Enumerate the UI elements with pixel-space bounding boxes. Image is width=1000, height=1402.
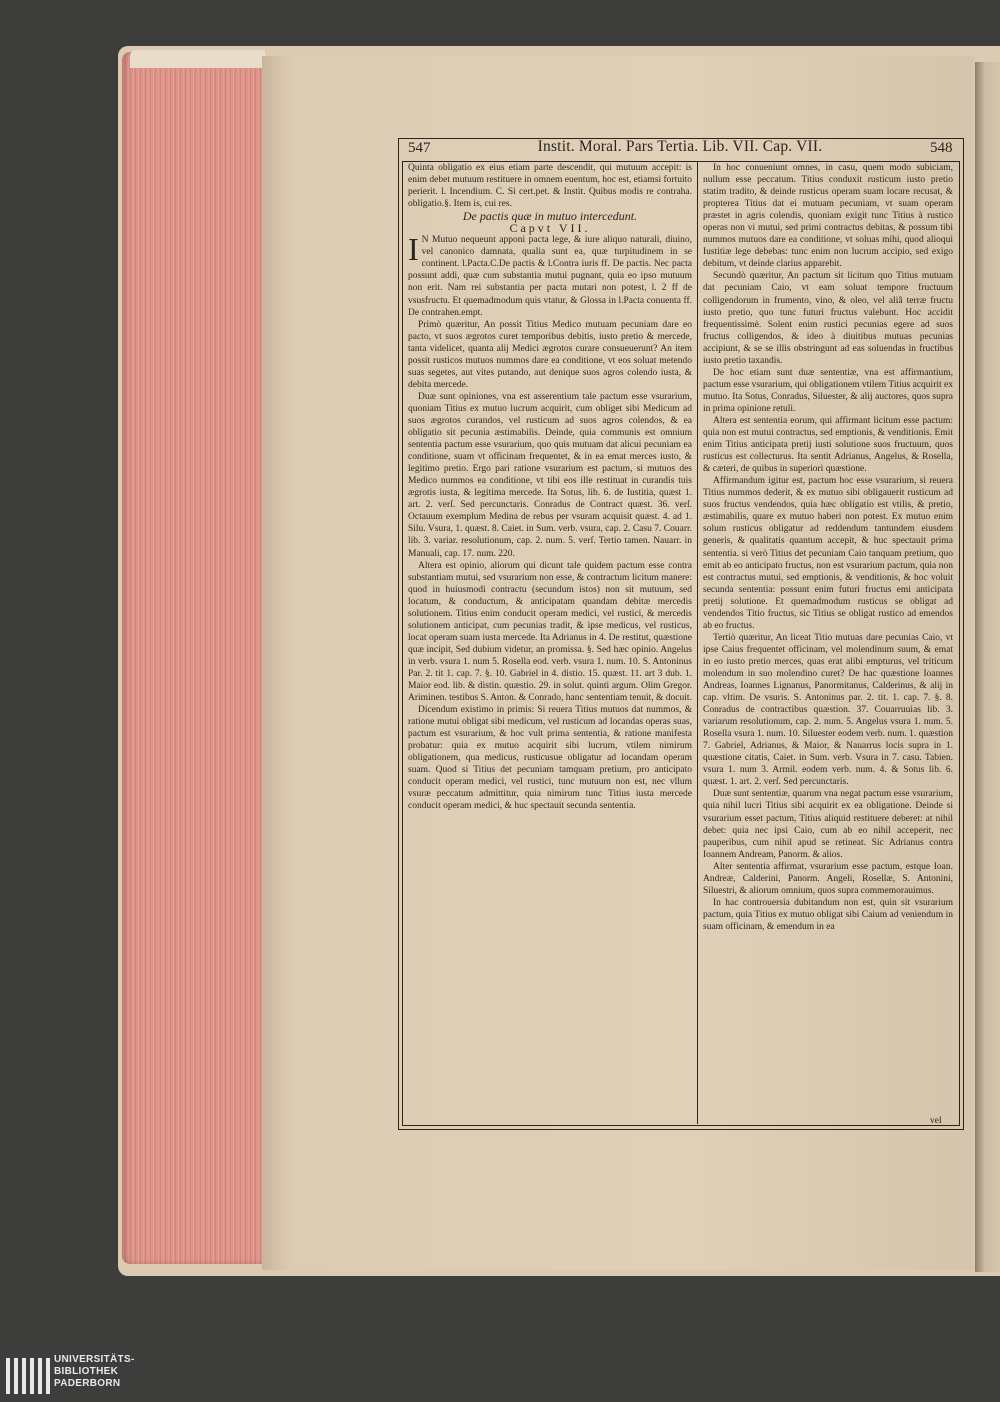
right-page-number: 548	[930, 140, 953, 156]
left-column	[408, 162, 692, 813]
catchword: vel	[930, 1116, 942, 1126]
logo-line: BIBLIOTHEK	[54, 1366, 119, 1377]
paragraph: Secundò quæritur, An pactum sit licitum quo Titius mutuam dat pecuniam Caio, vt eam soluat tempore fructuum colligendorum in frumento, vino, & oleo, vel aliâ terræ fructu iusto pretio, quo tunc futuri fructus valebunt. Hoc accidit frequentissimè. Solent enim rustici pecunias egere ad suos fructus colligendos, & ideo à diuitibus mutuas pecunias accipiunt, & se se illis obstringunt ad eas soluendas in fructibus iusto pretio taxandis.	[703, 271, 953, 366]
chapter-heading: Capvt VII.	[509, 221, 591, 236]
right-column	[703, 162, 953, 933]
paragraph: Altera est opinio, aliorum qui dicunt tale quidem pactum esse contra substantiam mutui, sed vsurarium non esse, & contractum licitum manere: quod in huiusmodi contractu (secundum istos) non sit mutuum, sed locatum, & conductum, & anticipatam quandam debitæ mercedis solutionem. Titius enim conducit operam medici, vel rustici, & mercedis solutionem anticipat, cum pecunias tradit, & ipse medicus, vel rusticus, locat operam suam iusta mercede. Ita Adrianus in 4. De restitut, quæstione quæ incipit, Sed dubium videtur, an promissa. §. Sed hæc opinio. Angelus in verb. vsura 1. num 5. Rosella eod. verb. vsura 1. num. 10. S. Antoninus Par. 2. tit 1. cap. 7. §. 10. Gabriel in 4. distio. 15. quæst. 11. art 3 dub. 1. Maior eod. lib. & distin. quæstio. 29. in solut. quinti argum. Olim Gregor. Ariminen. testibus S. Anton. & Conrado, hanc sententiam tenuit, & docuit.	[408, 560, 692, 704]
logo-line: PADERBORN	[54, 1378, 121, 1389]
section-heading: De pactis quæ in mutuo intercedunt.	[462, 209, 638, 224]
paragraph: Affirmandum igitur est, pactum hoc esse vsurarium, si reuera Titius nummos dederit, & ex mutuo sibi obligauerit rusticum ad suos fructus vendendos, quia hæc obligatio est vtilis, & pretio, æstimabilis, quare ex mutuo haberi non potest. Ex mutuo enim solum rusticus obligatur ad reddendum tantundem eiusdem generis, & qualitatis quantum accepit, & huc spectauit prima sententia. si verò Titius det pecuniam Caio tanquam pretium, quo emit ab eo anticipato fructus, non est vsurarium pactum, quia non est contractus mutui, sed emptionis, & venditionis, & hoc voluit secunda sententia: possunt enim futuri fructus emi anticipata pretij solutione. Et quemadmodum rusticus se obligat ad vendendos Titio fructus, sic Titius se obligat rustico ad emendos ab eo fructus.	[703, 476, 953, 631]
binding-top-edge	[130, 50, 265, 68]
library-logo	[4, 1354, 164, 1398]
paragraph-text: N Mutuo nequeunt apponi pacta lege, & iure aliquo naturali, diuino, vel canonico damnata, qualia sunt ea, quæ turpitudinem in se continent. l.Pacta.C.De pactis & l.Contra iuris ff. De pactis. Nec pacta possunt addi, quæ cum substantia mutui pugnant, quia eo ipso mutuum non erit. Nam rei substantia per pacta mutari non potest, l. 2 ff de vsusfructu. Et quemadmodum quis vtatur, & Glossa in l.Pacta conuenta ff. De contrahen.empt.	[408, 235, 692, 318]
left-page-number: 547	[408, 140, 431, 156]
paragraph: Dicendum existimo in primis: Si reuera Titius mutuos dat nummos, & ratione mutui obligat sibi medicum, vel rusticum ad locandas operas suas, pactum est vsurarium, & hoc vult prima sententia, & ratione manifesta probatur: quia ex mutuo acquirit sibi lucrum, vtilem nimirum obligationem, qua medicus, rusticusue obligatur ad locandam operam suam. Quod si Titius det pecuniam tamquam pretium, pro anticipato conducit operam medici, vel rustici, tunc mutuum non est, nec vllum vsuræ peccatum admittitur, quia nimirum tunc Titius iusta mercede conducit operam medici, & huc spectauit secunda sententia.	[408, 705, 692, 812]
column-divider	[697, 161, 698, 1124]
paragraph: In hac controuersia dubitandum non est, quin sit vsurarium pactum, quia Titius ex mutuo obligat sibi Caium ad veniendum in suam officinam, & emendum in ea	[703, 897, 953, 932]
drop-cap: I	[408, 231, 419, 268]
paragraph: In hoc conueniunt omnes, in casu, quem modo subiciam, nullum esse peccatum. Titius conduxit rusticum iusto pretio statim tradito, & deinde rusticus operam suam locare recusat, & propterea Titius dat ei mutuam pecuniam, vt suam operam præstet in agris colendis, quoniam exigit tunc Titius à rustico operas non vi mutui, sed primi contractus debitas, & possum tibi nummos mutuos dare ea conditione, vt soluas mihi, quod alioqui Iustitiæ lege debebas: tunc enim non lucrum accipio, sed exigo debitum, vt deinde clarius apparebit.	[703, 163, 953, 270]
facing-page-gutter	[975, 62, 1000, 1272]
paragraph: Alter sententia affirmat, vsurarium esse pactum, estque Ioan. Andreæ, Calderini, Panorm. Angeli, Rosellæ, S. Antonini, Siluestri, & aliorum omnium, quos supra commemorauimus.	[703, 861, 953, 896]
paragraph: Tertiò quæritur, An liceat Titio mutuas dare pecunias Caio, vt ipse Caius frequentet officinam, vel molendinum suum, & emat in eo iusto pretio merces, quas erat alibi empturus, vel triticum molendum in suo molendino curet? De hac quæstione Ioannes Andreas, Ioannes Lignanus, Panormitanus, Calderinus, & alij in cap. vltim. De vsuris. S. Antoninus par. 2. tit. 1. cap. 7. §. 8. Conradus de contractibus quæstion. 37. Couarruuias lib. 3. variarum resolutionum, cap. 2. num. 5. Angelus vsura 1. num. 5. Rosella vsura 1. num. 10. Siluester eodem verb. num. 1. quæstion 7. Gabriel, Adrianus, & Maior, & Nauarrus locis supra in 1. quæstione citatis, Caiet. in Sum. verb. Vsura in 7. casu. Tabien. vsura 1. num 3. Armil. eodem verb. num. 4. & Sotus lib. 6. quæst. 1. art. 2. verſ. Sed percunctaris.	[703, 632, 953, 788]
page-edges	[122, 52, 264, 1264]
paragraph: Duæ sunt opiniones, vna est asserentium tale pactum esse vsurarium, quoniam Titius ex mutuo lucrum acquirit, cum obliget sibi Medicum ad suos ægrotos curandos, vel rusticum ad suos agros colendos, & ea obligatio sit pecunia æstimabilis. Deinde, quia communis est omnium sententia pactum esse vsurarium, quo quis mutuam dat alicui pecuniam ea conditione, suam vt officinam frequentet, & in ea emat merces iusto, & legitimo pretio. Ergo pari ratione vsurarium est pactum, si mutuos des Medico nummos ea conditione, vt tibi eos ille restituat in curandis tuis ægrotis iusta, & legitima mercede. Ita Sotus, lib. 6. de Iustitia, quæst 1. art. 2. verſ. Sed percunctaris. Conradus de Contract quæst. 36. verſ. Octauum exemplum Medina de rebus per vsuram acquisit quæst. 4. ad 1. Silu. Vsura, 1. quæst. 8. Caiet. in Sum. verb. vsura, cap. 2. Casu 7. Couarr. lib. 3. variar. resolutionum, cap. 2. num. 5. verſ. Tertio tamen. Nauarr. in Manuali, cap. 17. num. 220.	[408, 391, 692, 559]
intro-paragraph: Quinta obligatio ex eius etiam parte descendit, qui mutuum accepit: is enim debet mutuum restituere in omnem euentum, hoc est, etiamsi fortuito perierit. l. Incendium. C. Si cert.pet. & Instit. Quibus modis re contraha. obligatio.§. Item is, cui res.	[408, 163, 692, 210]
library-logo-text	[54, 1354, 135, 1390]
paragraph: Altera est sententia eorum, qui affirmant licitum esse pactum: quia non est mutui contractus, sed emptionis, & venditionis. Emit enim Titius anticipata pretij iusti solutione suos fructuum, quos rusticus est collecturus. Ita sentit Adrianus, Angelus, & Rosella, & cæteri, de quibus in superiori quæstione.	[703, 415, 953, 475]
running-title: Instit. Moral. Pars Tertia. Lib. VII. Cap. VII.	[537, 138, 823, 155]
logo-line: UNIVERSITÄTS-	[54, 1354, 135, 1365]
paragraph: Primò quæritur, An possit Titius Medico mutuam pecuniam dare eo pacto, vt suos ægrotos curet temporibus debitis, iusto pretio & mercede, tanta videlicet, quanta alij Medici ægrotos curare consueuerunt? An item possit rusticos mutuos nummos dare ea conditione, vt eos soluat metendo suas segetes, aut vites putando, aut denique suos agros colendo iusta, & debita mercede.	[408, 319, 692, 390]
paragraph	[408, 231, 692, 318]
library-logo-icon	[4, 1354, 50, 1398]
paragraph: Duæ sunt sententiæ, quarum vna negat pactum esse vsurarium, quia nihil lucri Titius sibi acquirit ex ea obligatione. Deinde si vsurarium esset pactum, Titius aliquid restituere deberet: at nihil debet: quia nec ipsi Caio, cum ab eo nihil acceperit, nec pauperibus, cum nihil apud se retineat. Sic Adrianus contra Ioannem Andream, Panorm. & alios.	[703, 789, 953, 860]
paragraph: De hoc etiam sunt duæ sententiæ, vna est affirmantium, pactum esse vsurarium, qui obligationem vtilem Titius acquirit ex mutuo. Ita Sotus, Conradus, Siluester, & alij auctores, quos supra in prima opinione retuli.	[703, 367, 953, 414]
